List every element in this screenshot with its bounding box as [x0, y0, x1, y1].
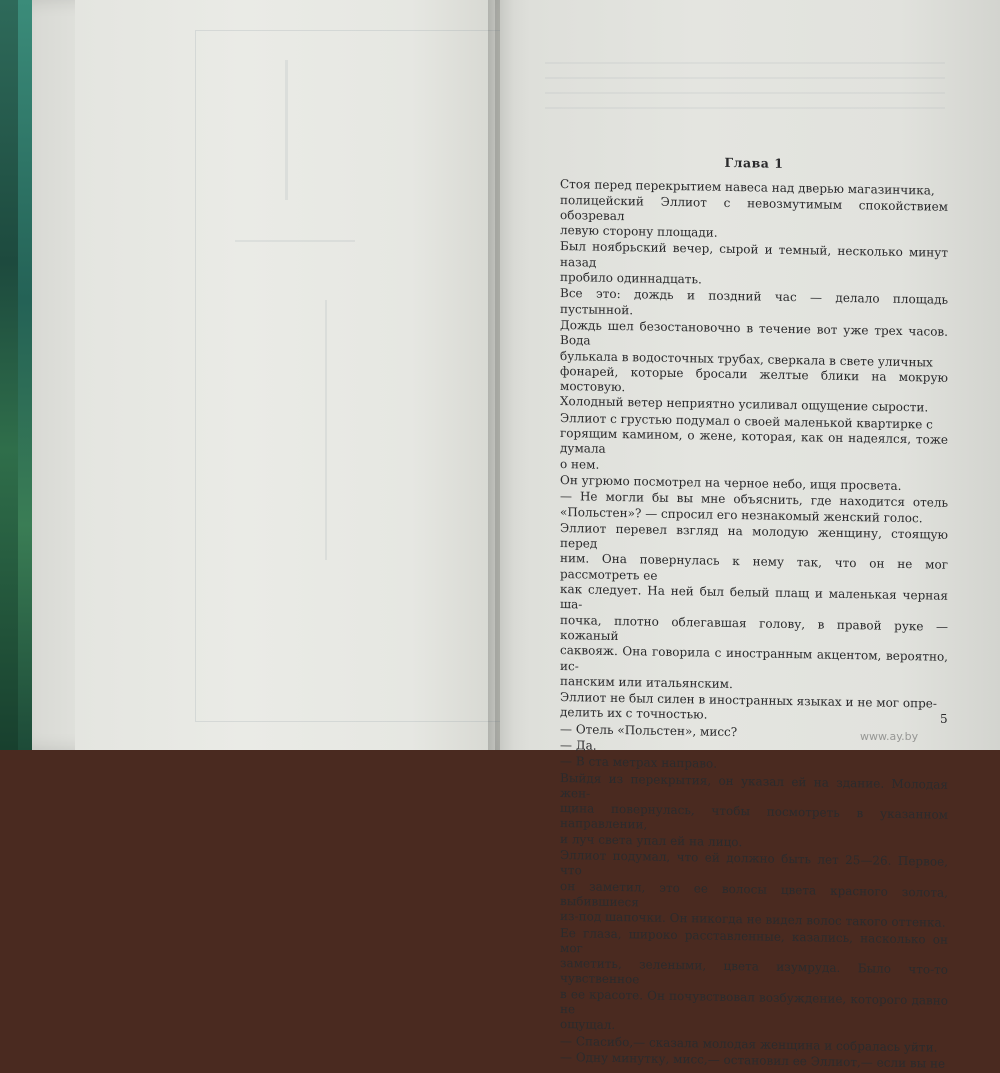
paragraph: Все это: дождь и поздний час — делало площадь пустынной.	[560, 286, 948, 317]
show-through-frame	[195, 30, 537, 722]
paragraph: Стоя перед перекрытием навеса над дверью магазинчика, полицейский Эллиот с невозмутимым спокойствием обозревал левую сторону площади.	[560, 177, 948, 240]
left-page-inner	[75, 0, 495, 750]
paragraph: — В ста метрах направо.	[560, 754, 718, 772]
paragraph: Он угрюмо посмотрел на черное небо, ищя просвета.	[560, 472, 902, 493]
show-through-text	[545, 62, 945, 122]
page-number: 5	[940, 712, 948, 726]
paragraph: Эллиот перевел взгляд на молодую женщину, стоящую перед ним. Она повернулась к нему так, что он не мог рассмотреть ее как следует. На ней был белый плащ и маленькая черная ша- почка, плотно облегавшая голову, в правой руке — кожаный саквояж. Она говорила с иностранным акцентом, вероятно, ис- панским или итальянским.	[560, 520, 948, 691]
paragraph: — Да.	[560, 737, 597, 753]
paragraph: — Спасибо,— сказала молодая женщина и собралась уйти.	[560, 1033, 938, 1055]
show-through-mark	[285, 60, 288, 200]
paragraph: — Не могли бы вы мне объяснить, где находится отель «Польстен»? — спросил его незнакомый женский голос.	[560, 489, 948, 525]
paragraph: Эллиот не был силен в иностранных языках и не мог опре- делить их с точностью.	[560, 690, 937, 722]
paragraph: Выйдя из перекрытия, он указал ей на здание. Молодая жен- щина повернулась, чтобы посмотреть в указанном направлении, и луч света упал ей на лицо.	[560, 770, 948, 849]
paragraph: — Отель «Польстен», мисс?	[560, 721, 738, 739]
show-through-mark	[235, 240, 355, 242]
paragraph: Эллиот подумал, что ей должно быть лет 25—26. Первое, что он заметил, это ее волосы цвета красного золота, выбившиеся из-под шапочки. Он никогда не видел волос такого оттенка.	[560, 848, 948, 930]
page-text	[560, 152, 948, 1073]
paragraph: — Одну минутку, мисс,— остановил ее Эллиот,— если вы не	[560, 1049, 946, 1071]
paragraph: Ее глаза, широко расставленные, казались, насколько он мог заметить, зелеными, цвета изумруда. Было что-то чувственное в ее красоте. Он почувствовал возбуждение, которого давно не ощущал.	[560, 925, 948, 1033]
paragraph: Был ноябрьский вечер, сырой и темный, несколько минут назад пробило одиннадцать.	[560, 239, 948, 287]
watermark: www.ay.by	[860, 730, 919, 743]
paragraph: Дождь шел безостановочно в течение вот уже трех часов. Вода булькала в водосточных трубах, сверкала в свете уличных фонарей, которые бросали желтые блики на мокрую мостовую. Холодный ветер неприятно усиливал ощущение сырости.	[560, 317, 948, 415]
book-gutter	[488, 0, 514, 750]
show-through-mark	[325, 300, 327, 560]
paragraph: Эллиот с грустью подумал о своей маленькой квартирке с горящим камином, о жене, которая, как он надеялся, тоже думала о нем.	[560, 410, 948, 472]
chapter-title: Глава 1	[724, 154, 784, 171]
